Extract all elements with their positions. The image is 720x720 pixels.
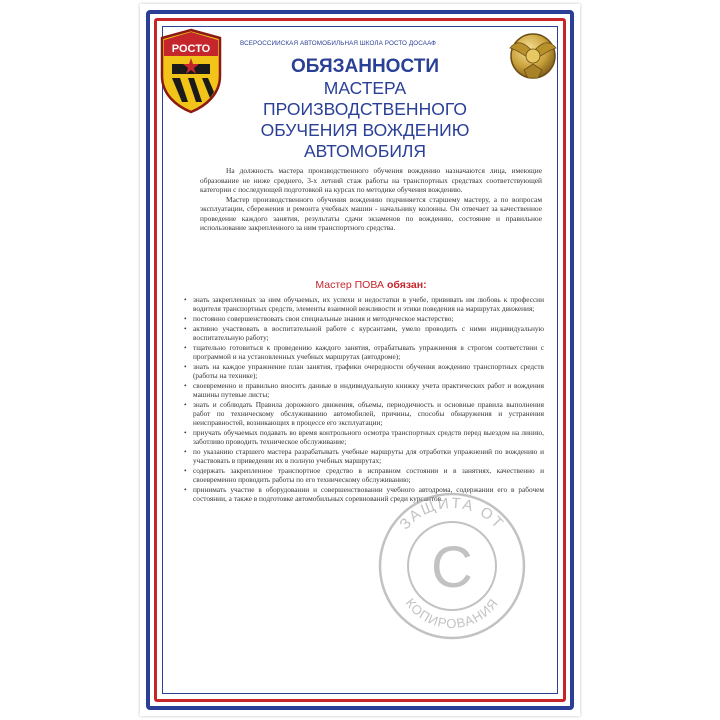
title-line: МАСТЕРА [323, 78, 407, 98]
duties-heading-emphasis: обязан: [386, 279, 427, 291]
copyright-c-icon: C [431, 535, 473, 600]
duty-item: • по указанию старшего мастера разрабатывать учебные маршруты для отработки упражнений по вождению и участвовать в приведении их в полную учебных маршрутах; [184, 448, 544, 466]
svg-text:КОПИРОВАНИЯ [403, 595, 502, 631]
duty-item: • своевременно и правильно вносить данные в индивидуальную книжку учета практических работ и вождения машины путевые листы; [184, 382, 544, 400]
duty-item: • знать на каждое упражнение план занятия, графики очередности обучения вождению транспортных средств (работы на технике); [184, 363, 544, 381]
intro-paragraph: Мастер производственного обучения вождению подчиняется старшему мастеру, а по вопросам эксплуатации, сбережения и ремонта учебных машин - начальнику колонны. Он отвечает за качественное проведение каждого занятия, результаты сдачи экзаменов по вождению, состояние и правильное использование закрепленного за ним транспортного средства. [200, 194, 542, 232]
title-line: ПРОИЗВОДСТВЕННОГО [263, 99, 467, 119]
organization-header: ВСЕРОССИЙСКАЯ АВТОМОБИЛЬНАЯ ШКОЛА РОСТО ДОСААФ [240, 40, 437, 47]
duties-heading [200, 279, 542, 291]
duty-item: • содержать закрепленное транспортное средство в исправном состоянии и в занятиях, качественно и своевременно проводить работы по его техническому обслуживанию; [184, 467, 544, 485]
duty-item: • постоянно совершенствовать свои специальные знания и методическое мастерство; [184, 315, 544, 324]
intro-paragraph: На должность мастера производственного обучения вождению назначаются лица, имеющие образование не ниже среднего, 3-х летний стаж работы на транспортных средствах соответствующей категории с последующей подготовкой на курсах по методике обучения вождению. [200, 166, 542, 194]
duty-item: • приучать обучаемых подавать во время контрольного осмотра транспортных средств перед выездом на линию, заботливо проводить техническое обслуживание; [184, 429, 544, 447]
duties-heading-prefix: Мастер ПОВА [315, 279, 385, 291]
duty-item: • активно участвовать в воспитательной работе с курсантами, умело проводить с ними индивидуальную воспитательную работу; [184, 325, 544, 343]
duty-item: • знать и соблюдать Правила дорожного движения, объемы, периодичность и основные правила выполнения работ по техническому обслуживанию автомобилей, причины, способы обнаружения и устранения неисправностей, возникающих в процессе его эксплуатации; [184, 401, 544, 428]
title-line: АВТОМОБИЛЯ [303, 141, 427, 161]
duties-list [184, 296, 544, 505]
watermark-top-text: ЗАЩИТА ОТ [396, 494, 508, 534]
emblem-label: РОСТО [171, 43, 211, 55]
watermark-bottom-text: КОПИРОВАНИЯ [402, 595, 502, 632]
intro-text [200, 166, 542, 233]
duty-item: • принимать участие в оборудовании и совершенствовании учебного автодрома, содержании его в рабочем состоянии, а также в подготовке автомобильных соревнований среди курсантов. [184, 486, 544, 504]
poster-title [200, 56, 530, 162]
title-main: ОБЯЗАННОСТИ [291, 56, 439, 77]
copy-protection-watermark [372, 486, 532, 646]
duty-item: • тщательно готовиться к проведению каждого занятия, отрабатывать упражнения в строгом соответствии с программой и на установленных учебных маршрутах (автодроме); [184, 344, 544, 362]
duty-item: • знать закрепленных за ним обучаемых, их успехи и недостатки в учебе, прививать им любовь к профессии водителя транспортных средств, элементы взаимной вежливости и этики поведения на маршрутах движения; [184, 296, 544, 314]
svg-text:ЗАЩИТА ОТ [396, 495, 507, 533]
title-line: ОБУЧЕНИЯ ВОЖДЕНИЮ [260, 120, 470, 140]
